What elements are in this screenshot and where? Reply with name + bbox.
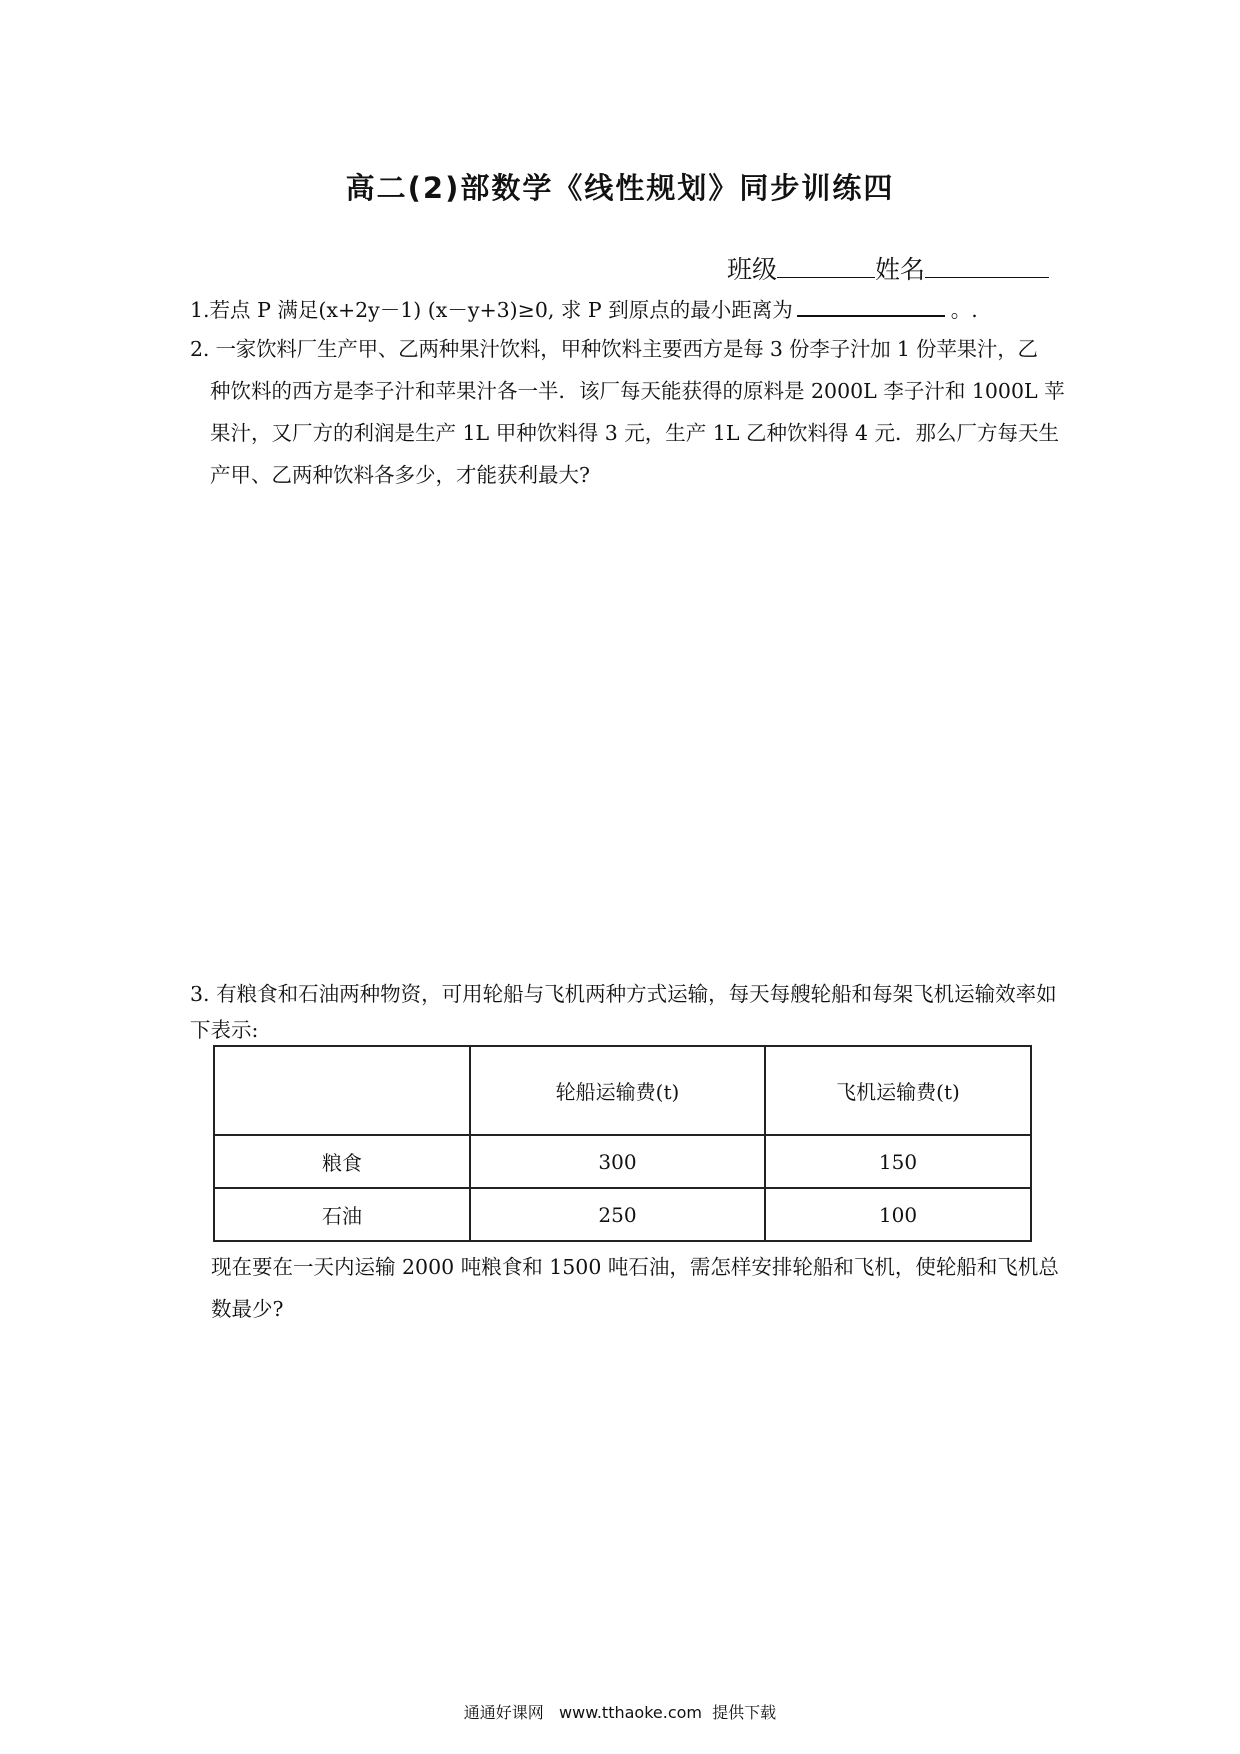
table-row xyxy=(214,1188,1031,1241)
transport-table xyxy=(213,1045,1032,1242)
class-name-line xyxy=(727,250,1049,286)
page-footer: 通通好课网 www.tthaoke.com 提供下载 xyxy=(463,1703,777,1722)
table-header-row xyxy=(214,1046,1031,1135)
class-label: 班级 xyxy=(727,255,778,284)
table-header-cell xyxy=(214,1046,470,1135)
table-cell: 石油 xyxy=(214,1188,470,1241)
table-cell: 250 xyxy=(470,1188,765,1241)
table-cell: 100 xyxy=(765,1188,1031,1241)
name-blank xyxy=(925,276,1049,278)
table-cell: 300 xyxy=(470,1135,765,1188)
question-1-tail: 。. xyxy=(950,298,978,322)
page-title: 高二(2)部数学《线性规划》同步训练四 xyxy=(345,171,895,205)
question-2-body: 种饮料的西方是李子汁和苹果汁各一半．该厂每天能获得的原料是 2000L 李子汁和 1000L 苹果汁，又厂方的利润是生产 1L 甲种饮料得 3 元，生产 1L 乙种饮料得 4 元．那么厂方每天生产甲、乙两种饮料各多少，才能获利最大? xyxy=(210,379,1065,487)
name-label: 姓名 xyxy=(875,255,926,284)
table-header-cell: 轮船运输费(t) xyxy=(470,1046,765,1135)
question-2 xyxy=(190,328,1070,496)
table-row xyxy=(214,1135,1031,1188)
question-2-first-line: 2. 一家饮料厂生产甲、乙两种果汁饮料，甲种饮料主要西方是每 3 份李子汁加 1 份苹果汁，乙 xyxy=(190,337,1038,361)
question-3-intro: 3. 有粮食和石油两种物资，可用轮船与飞机两种方式运输，每天每艘轮船和每架飞机运输效率如下表示: xyxy=(190,982,1057,1042)
question-3-body: 现在要在一天内运输 2000 吨粮食和 1500 吨石油，需怎样安排轮船和飞机，使轮船和飞机总数最少? xyxy=(211,1255,1059,1321)
table-cell: 150 xyxy=(765,1135,1031,1188)
table-header-cell: 飞机运输费(t) xyxy=(765,1046,1031,1135)
question-1 xyxy=(190,293,978,323)
answer-blank xyxy=(797,314,945,317)
table-cell: 粮食 xyxy=(214,1135,470,1188)
class-blank xyxy=(777,276,875,278)
question-1-text: 1.若点 P 满足(x+2y－1) (x－y+3)≥0, 求 P 到原点的最小距离为 xyxy=(190,298,793,322)
